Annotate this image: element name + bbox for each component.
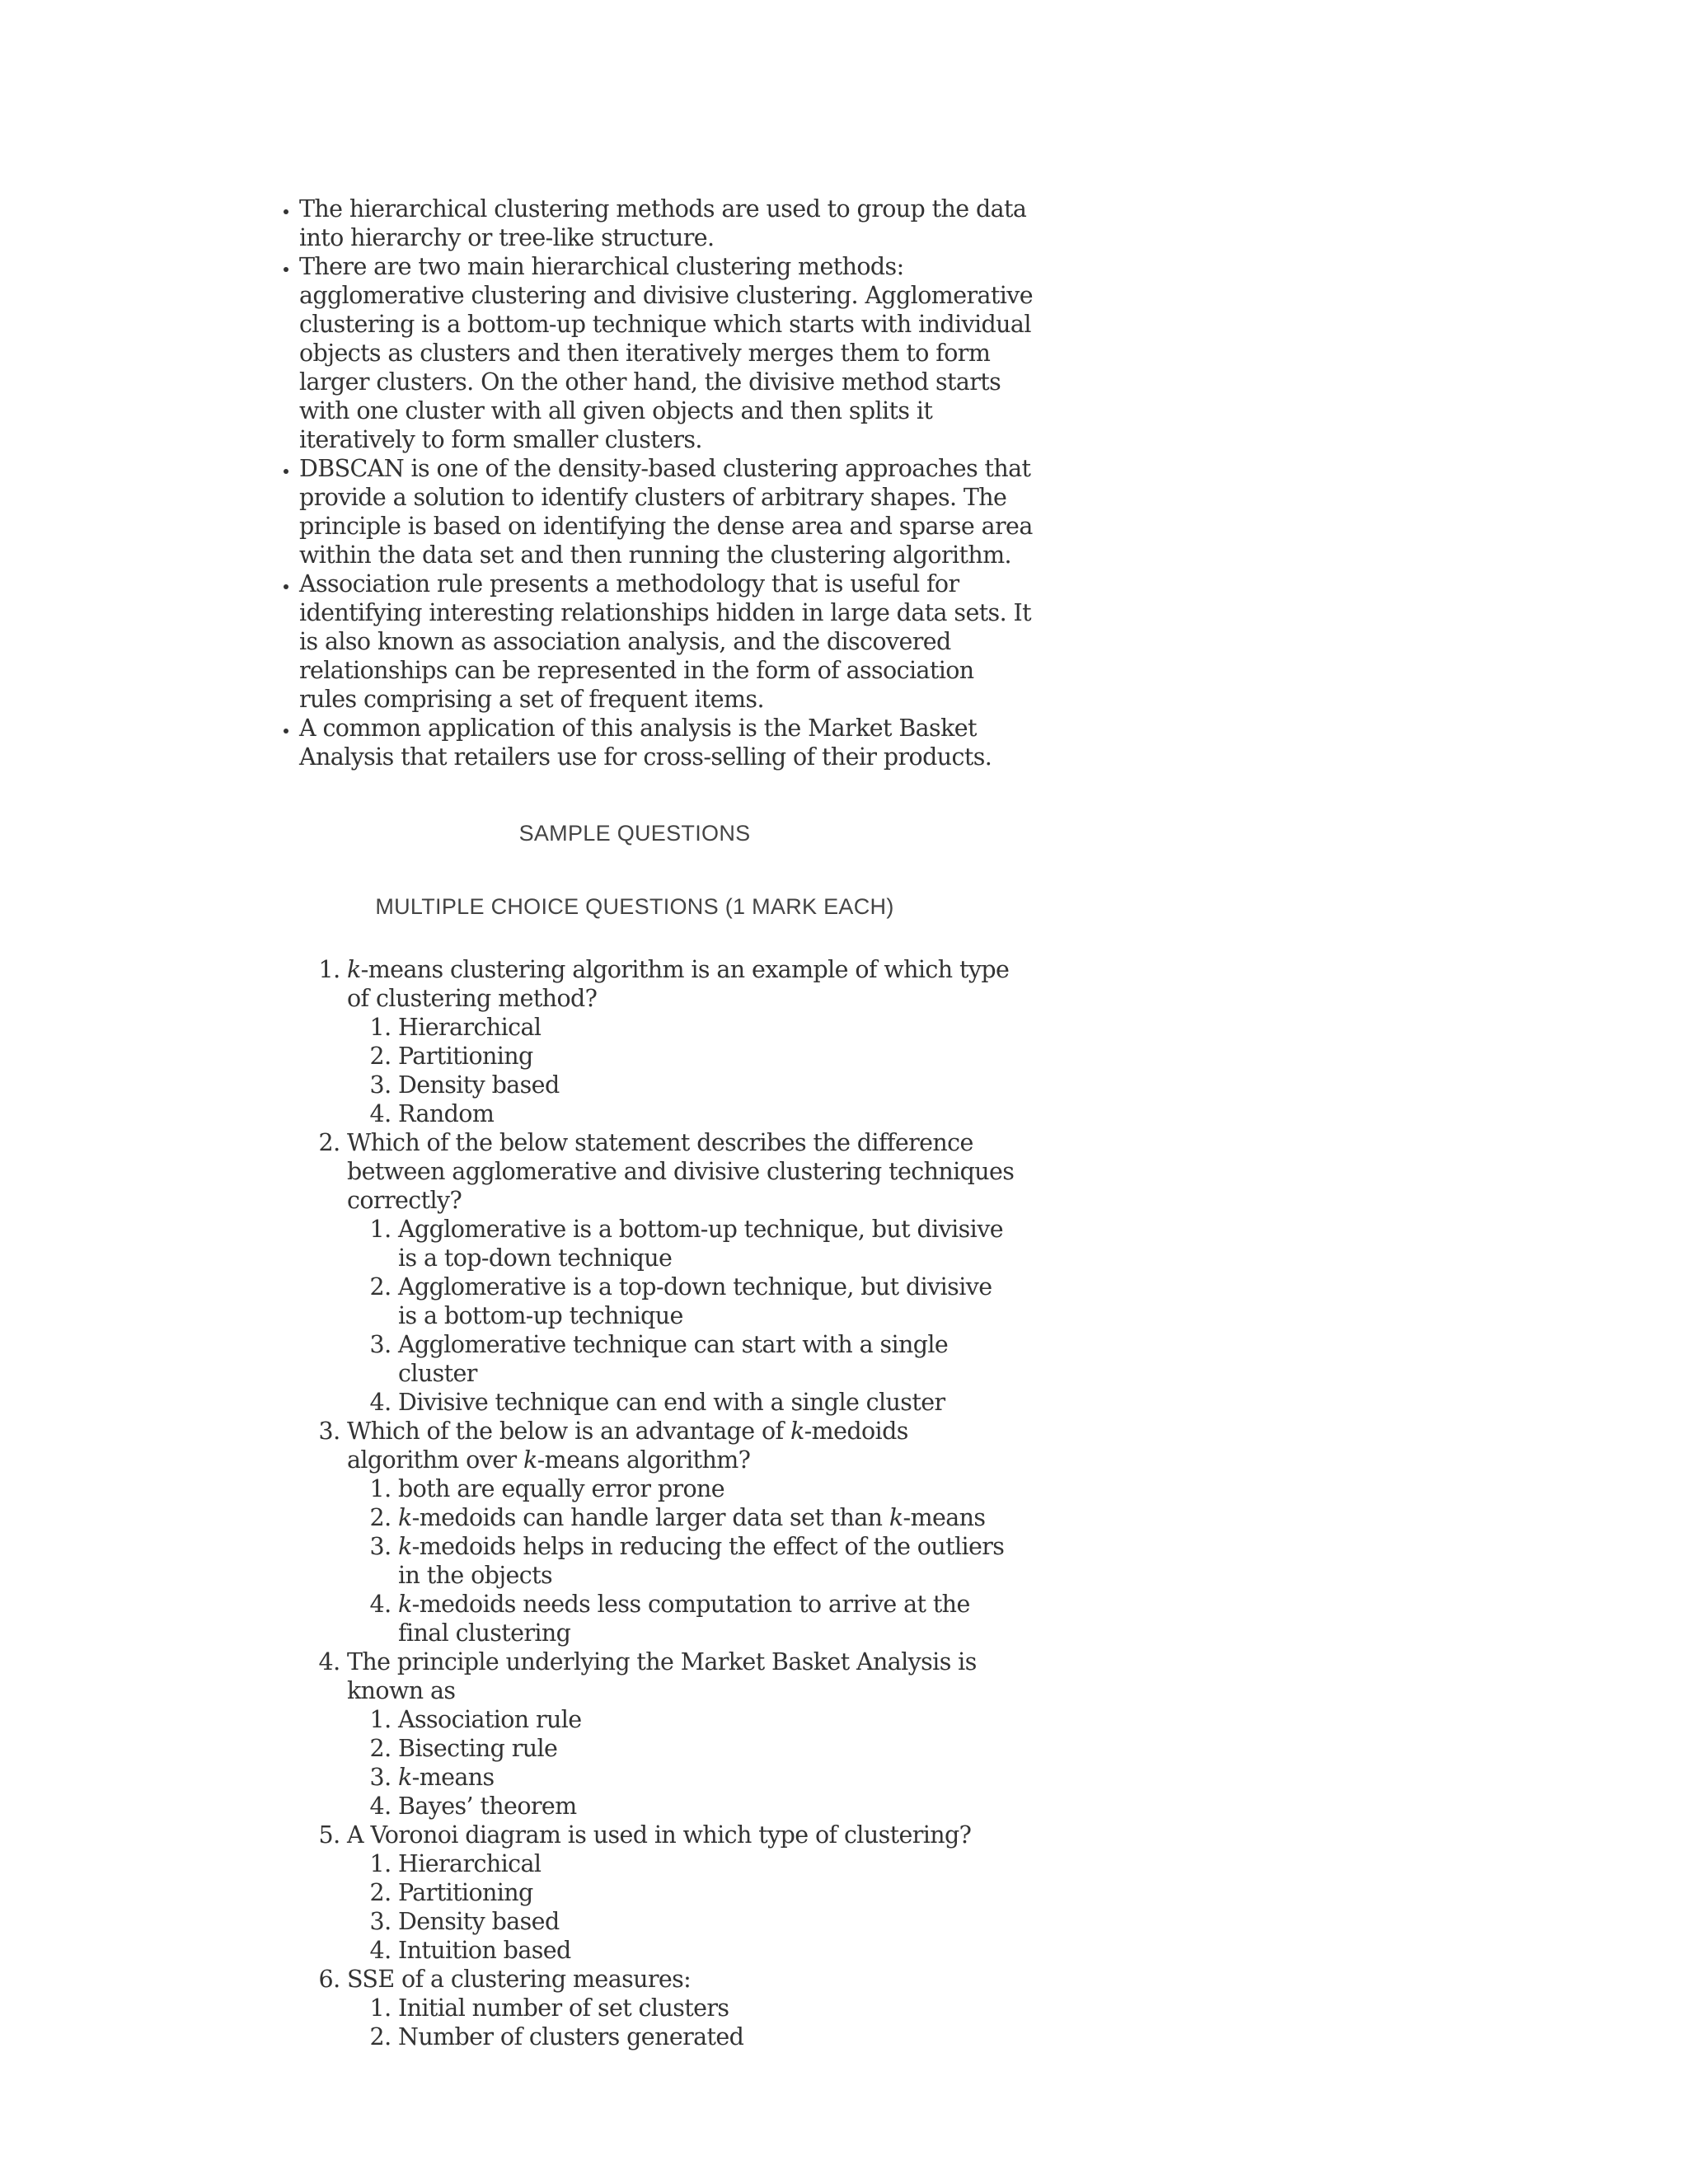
option-text: -medoids can handle larger data set than (411, 1504, 889, 1531)
summary-list (268, 194, 1034, 771)
option-item: 3. Density based (398, 1907, 1015, 1936)
variable-k: k (889, 1504, 903, 1531)
option-item: 1. Initial number of set clusters (398, 1994, 1015, 2022)
summary-item: • The hierarchical clustering methods are used to group the data into hierarchy or tree-like structure. (299, 194, 1034, 252)
question-text (347, 956, 1009, 1012)
option-item (398, 1734, 1015, 1763)
question-text-part: -means clustering algorithm is an example of which type of clustering method? (347, 956, 1010, 1012)
question-text-part: Which of the below is an advantage of (347, 1418, 790, 1445)
option-item (398, 1532, 1015, 1590)
variable-k: k (398, 1533, 412, 1560)
question-text-part: -means algorithm? (537, 1446, 751, 1474)
option-text: -medoids needs less computation to arrive at the final clustering (398, 1591, 970, 1647)
option-text: Bayes’ theorem (398, 1793, 577, 1820)
variable-k: k (398, 1504, 412, 1531)
option-text: both are equally error prone (398, 1475, 725, 1502)
option-item: 2. Partitioning (398, 1878, 1015, 1907)
question-text: SSE of a clustering measures: (347, 1966, 692, 1993)
option-list (347, 1849, 1015, 1965)
variable-k: k (347, 956, 361, 983)
option-item: 2. Partitioning (398, 1042, 1015, 1071)
option-item (398, 1590, 1015, 1647)
option-list (347, 1705, 1015, 1821)
question-list (268, 955, 1015, 2051)
option-item: 1. Hierarchical (398, 1849, 1015, 1878)
option-item (398, 1474, 1015, 1503)
option-text: -medoids helps in reducing the effect of the outliers in the objects (398, 1533, 1005, 1589)
option-list (347, 1994, 1015, 2051)
option-item: 2. Agglomerative is a top-down technique, but divisive is a bottom-up technique (398, 1272, 1015, 1330)
option-item (398, 1503, 1015, 1532)
option-text: -means (903, 1504, 986, 1531)
variable-k: k (790, 1418, 804, 1445)
summary-item: • Association rule presents a methodology that is useful for identifying interesting relationships hidden in large data sets. It is also known as association analysis, and the discovered relationships can be represented in the form of association rules comprising a set of frequent items. (299, 569, 1034, 714)
section-heading: SAMPLE QUESTIONS (518, 821, 751, 846)
question-text: Which of the below statement describes the difference between agglomerative and divisive clustering techniques correctly? (347, 1129, 1015, 1214)
question-text: A Voronoi diagram is used in which type of clustering? (347, 1821, 972, 1849)
page-content (268, 194, 1034, 2051)
option-item: 1. Hierarchical (398, 1013, 1015, 1042)
question-text-part: -medoids algorithm over (347, 1418, 908, 1474)
option-item (398, 1705, 1015, 1734)
question-text: The principle underlying the Market Basket Analysis is known as (347, 1648, 977, 1704)
option-item (398, 1792, 1015, 1821)
variable-k: k (523, 1446, 537, 1474)
question-item (347, 1965, 1015, 2051)
question-item (347, 1128, 1015, 1417)
variable-k: k (398, 1764, 412, 1791)
option-item: 3. Density based (398, 1071, 1015, 1099)
option-item: 3. Agglomerative technique can start with a single cluster (398, 1330, 1015, 1388)
question-item (347, 1417, 1015, 1647)
option-text: Association rule (398, 1706, 582, 1733)
option-text: -means (411, 1764, 495, 1791)
variable-k: k (398, 1591, 412, 1618)
option-item: 1. Agglomerative is a bottom-up technique, but divisive is a top-down technique (398, 1215, 1015, 1272)
summary-item: • A common application of this analysis is the Market Basket Analysis that retailers use for cross-selling of their products. (299, 714, 1034, 771)
option-item: 4. Intuition based (398, 1936, 1015, 1965)
option-item: 2. Number of clusters generated (398, 2022, 1015, 2051)
question-item (347, 1821, 1015, 1965)
option-list (347, 1215, 1015, 1417)
question-text (347, 1418, 908, 1474)
question-item (347, 1647, 1015, 1821)
question-item (347, 955, 1015, 1128)
summary-item: • There are two main hierarchical clustering methods: agglomerative clustering and divisive clustering. Agglomerative clustering is a bottom-up technique which starts with individual objects as clusters and then iteratively merges them to form larger clusters. On the other hand, the divisive method starts with one cluster with all given objects and then splits it iteratively to form smaller clusters. (299, 252, 1034, 454)
option-list (347, 1474, 1015, 1647)
option-list (347, 1013, 1015, 1128)
option-item (398, 1763, 1015, 1792)
option-text: Bisecting rule (398, 1735, 558, 1762)
subsection-heading: MULTIPLE CHOICE QUESTIONS (1 MARK EACH) (375, 894, 894, 919)
option-item: 4. Divisive technique can end with a single cluster (398, 1388, 1015, 1417)
summary-item: • DBSCAN is one of the density-based clustering approaches that provide a solution to identify clusters of arbitrary shapes. The principle is based on identifying the dense area and sparse area within the data set and then running the clustering algorithm. (299, 454, 1034, 569)
option-item: 4. Random (398, 1099, 1015, 1128)
